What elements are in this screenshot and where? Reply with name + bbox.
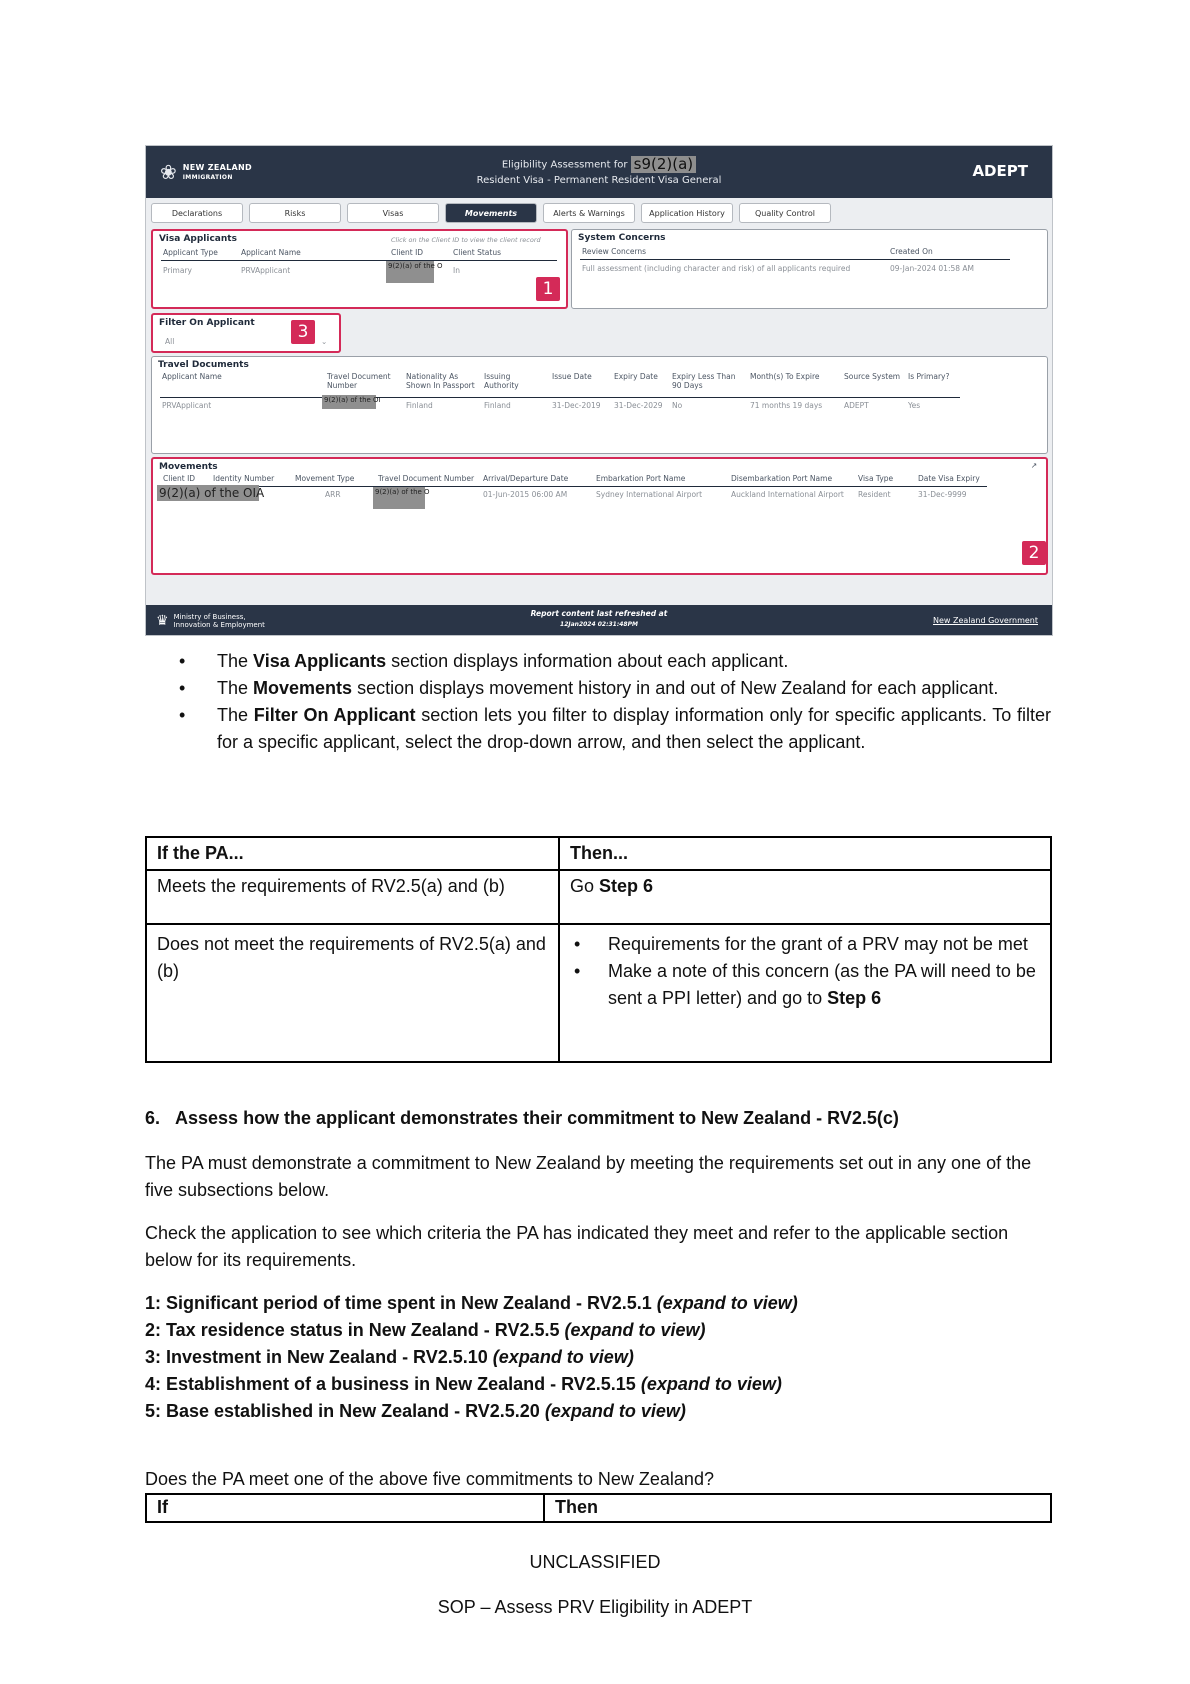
col-mv-client-id: Client ID (163, 474, 196, 483)
review-concern-value: Full assessment (including character and risk) of all applicants required (582, 264, 851, 273)
expand-icon[interactable]: ↗ (1031, 461, 1038, 470)
title-prefix: Eligibility Assessment for (501, 159, 628, 171)
col-review-concerns: Review Concerns (582, 247, 647, 256)
nz-government-logo: New Zealand Government (932, 616, 1038, 625)
callout-badge-3: 3 (291, 320, 315, 344)
table2-header-if: If (146, 1494, 544, 1522)
row2-then (559, 924, 1051, 1062)
col-mv-doc-number: Travel Document Number (378, 474, 475, 483)
col-td-source: Source System (844, 372, 901, 381)
tab-alerts-warnings[interactable]: Alerts & Warnings (543, 203, 635, 223)
row2-bullet-1: • Requirements for the grant of a PRV may not be met (570, 931, 1040, 958)
tab-declarations[interactable]: Declarations (151, 203, 243, 223)
td-number-redaction: 9(2)(a) of the OI (322, 395, 376, 409)
mv-date-value: 01-Jun-2015 06:00 AM (483, 490, 568, 499)
td-source-value: ADEPT (844, 401, 869, 410)
product-name: ADEPT (972, 162, 1028, 180)
tab-application-history[interactable]: Application History (641, 203, 733, 223)
adept-screenshot (145, 145, 1053, 636)
col-mv-date: Arrival/Departure Date (483, 474, 569, 483)
commitment-item-3[interactable]: 3: Investment in New Zealand - RV2.5.10 (expand to view) (145, 1347, 634, 1367)
mv-disembark-value: Auckland International Airport (731, 490, 844, 499)
commitment-list (145, 1290, 1051, 1425)
col-applicant-name: Applicant Name (241, 248, 301, 257)
row1-then: Go Step 6 (559, 870, 1051, 924)
td-applicant-value: PRVApplicant (162, 401, 212, 410)
table2-header-then: Then (544, 1494, 1051, 1522)
section-bullets (175, 648, 1051, 756)
col-td-number: Travel Document Number (327, 372, 391, 390)
row2-bullet-2: • Make a note of this concern (as the PA will need to be sent a PPI letter) and go to Step 6 (570, 958, 1040, 1012)
refresh-line1: Report content last refreshed at (530, 609, 668, 618)
commitment-item-1[interactable]: 1: Significant period of time spent in New Zealand - RV2.5.1 (expand to view) (145, 1293, 798, 1313)
created-on-value: 09-Jan-2024 01:58 AM (890, 264, 975, 273)
filter-select[interactable]: All (165, 337, 175, 346)
col-td-applicant-name: Applicant Name (162, 372, 222, 381)
applicant-type-value: Primary (163, 266, 192, 275)
col-mv-visa-type: Visa Type (858, 474, 894, 483)
td-expiry90-value: No (672, 401, 683, 410)
bullet-visa-applicants: • The Visa Applicants section displays information about each applicant. (175, 648, 1051, 675)
td-months-value: 71 months 19 days (750, 401, 823, 410)
applicant-name-value[interactable]: PRVApplicant (241, 266, 291, 275)
logo-line2: IMMIGRATION (182, 173, 233, 181)
section-6-heading: 6. Assess how the applicant demonstrates their commitment to New Zealand - RV2.5(c) (145, 1108, 899, 1128)
tab-quality-control[interactable]: Quality Control (739, 203, 831, 223)
chevron-down-icon[interactable]: ⌄ (321, 337, 328, 346)
tab-visas[interactable]: Visas (347, 203, 439, 223)
ministry-line1: Ministry of Business, (173, 613, 246, 621)
movements-panel (151, 457, 1048, 575)
col-mv-type: Movement Type (295, 474, 355, 483)
mv-visa-value: Resident (858, 490, 891, 499)
assessment-title (146, 156, 1052, 188)
td-expiry-value: 31-Dec-2029 (614, 401, 663, 410)
td-authority-value: Finland (484, 401, 511, 410)
bullet-movements: • The Movements section displays movement history in and out of New Zealand for each applicant. (175, 675, 1051, 702)
bullet-filter: • The Filter On Applicant section lets you filter to display information only for specific applicants. To filter for a specific applicant, select the drop-down arrow, and then select the applicant. (175, 702, 1051, 756)
col-client-id: Client ID (391, 248, 424, 257)
commitment-item-2[interactable]: 2: Tax residence status in New Zealand - RV2.5.5 (expand to view) (145, 1320, 706, 1340)
commitment-item-4[interactable]: 4: Establishment of a business in New Zealand - RV2.5.15 (expand to view) (145, 1374, 782, 1394)
col-mv-identity: Identity Number (213, 474, 275, 483)
tab-movements[interactable]: Movements (445, 203, 537, 223)
visa-applicants-panel (151, 229, 568, 309)
col-client-status: Client Status (453, 248, 501, 257)
filter-title: Filter On Applicant (159, 318, 255, 328)
travel-documents-panel (151, 356, 1048, 454)
crest-icon: ♛ (156, 613, 169, 629)
fern-icon: ❀ (160, 160, 177, 184)
table-header-then: Then... (559, 837, 1051, 870)
callout-badge-1: 1 (536, 277, 560, 301)
mv-doc-redaction: 9(2)(a) of the O (373, 487, 425, 509)
classification-label: UNCLASSIFIED (529, 1552, 661, 1572)
row1-if: Meets the requirements of RV2.5(a) and (b) (146, 870, 559, 924)
col-td-primary: Is Primary? (908, 372, 950, 381)
mv-embark-value: Sydney International Airport (596, 490, 703, 499)
col-td-expiry-date: Expiry Date (614, 372, 658, 381)
header-rule (160, 397, 960, 398)
client-id-redaction: 9(2)(a) of the O (386, 261, 434, 283)
commitment-question: Does the PA meet one of the above five commitments to New Zealand? (145, 1469, 714, 1489)
table-header-if: If the PA... (146, 837, 559, 870)
col-td-expiry-90: Expiry Less Than 90 Days (672, 372, 736, 390)
col-created-on: Created On (890, 247, 933, 256)
col-mv-embark: Embarkation Port Name (596, 474, 686, 483)
decision-table-pa (145, 836, 1052, 1063)
section-6-para-1: The PA must demonstrate a commitment to New Zealand by meeting the requirements set out in any one of the five subsections below. (145, 1153, 1032, 1200)
header-rule (161, 260, 557, 261)
td-primary-value: Yes (908, 401, 921, 410)
travel-documents-title: Travel Documents (158, 360, 249, 370)
visa-applicants-title: Visa Applicants (159, 234, 237, 244)
header-rule (161, 486, 987, 487)
td-nationality-value: Finland (406, 401, 433, 410)
col-applicant-type: Applicant Type (163, 248, 218, 257)
col-mv-disembark: Disembarkation Port Name (731, 474, 833, 483)
tab-bar (146, 198, 1052, 228)
app-header (146, 146, 1052, 198)
col-td-months: Month(s) To Expire (750, 372, 820, 381)
mv-client-redaction: 9(2)(a) of the OIA (159, 486, 265, 500)
section-6-para-2: Check the application to see which criteria the PA has indicated they meet and refer to the applicable section below for its requirements. (145, 1223, 1009, 1270)
client-id-hint: Click on the Client ID to view the client record (391, 236, 541, 244)
movements-title: Movements (159, 462, 218, 472)
commitment-item-5[interactable]: 5: Base established in New Zealand - RV2.5.20 (expand to view) (145, 1401, 686, 1421)
refresh-line2: 12Jan2024 02:31:48PM (560, 621, 638, 628)
mv-expiry-value: 31-Dec-9999 (918, 490, 967, 499)
col-td-issue-date: Issue Date (552, 372, 592, 381)
refresh-note (146, 609, 1052, 630)
app-footer (146, 605, 1052, 635)
col-td-issuing-authority: Issuing Authority (484, 372, 519, 390)
system-concerns-title: System Concerns (578, 233, 666, 243)
filter-applicant-panel (151, 313, 341, 353)
client-status-value: In (453, 266, 460, 275)
ministry-line2: Innovation & Employment (173, 621, 265, 629)
logo-line1: NEW ZEALAND (182, 162, 252, 172)
decision-table-commitment (145, 1493, 1052, 1523)
col-td-nationality: Nationality As Shown In Passport (406, 372, 475, 390)
td-issue-value: 31-Dec-2019 (552, 401, 601, 410)
title-subtitle: Resident Visa - Permanent Resident Visa General (476, 175, 722, 186)
system-concerns-panel (571, 229, 1048, 309)
col-mv-visa-expiry: Date Visa Expiry (918, 474, 980, 483)
mv-type-value: ARR (325, 490, 341, 499)
document-title: SOP – Assess PRV Eligibility in ADEPT (437, 1597, 753, 1617)
title-redaction: s9(2)(a) (631, 156, 697, 173)
row2-if: Does not meet the requirements of RV2.5(a) and (b) (146, 924, 559, 1062)
callout-badge-2: 2 (1022, 541, 1046, 565)
header-rule (580, 259, 1010, 260)
tab-risks[interactable]: Risks (249, 203, 341, 223)
